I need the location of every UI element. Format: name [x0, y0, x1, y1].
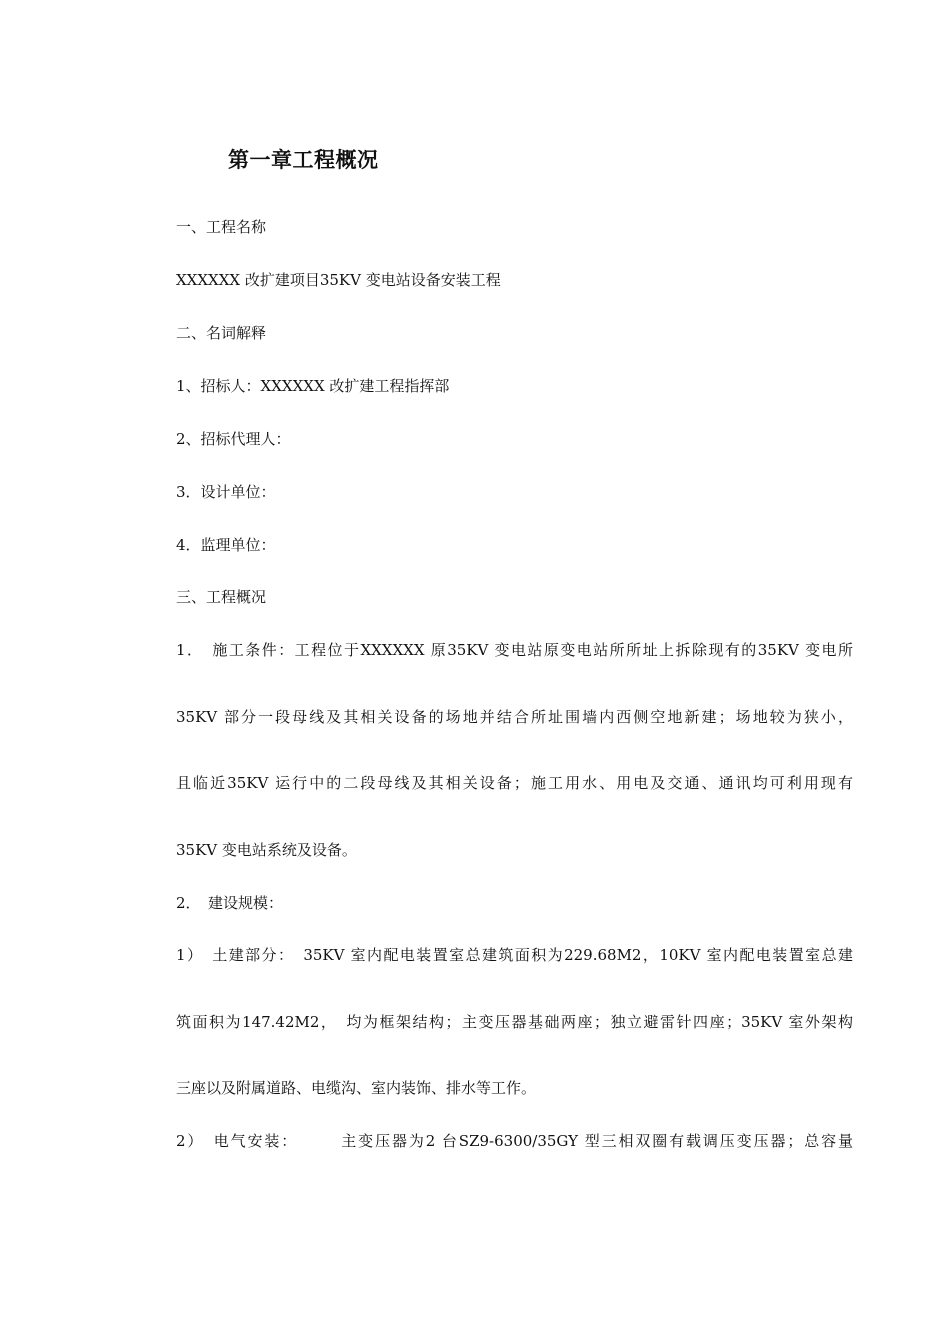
paragraph-line: 35KV 变电站系统及设备。: [176, 841, 357, 859]
chapter-title: 第一章工程概况: [228, 148, 379, 172]
term-tender-agent: 2、招标代理人：: [176, 430, 291, 448]
paragraph-line: 且临近35KV 运行中的二段母线及其相关设备；施工用水、用电及交通、通讯均可利用现有: [176, 774, 853, 792]
section-heading-project-name: 一、工程名称: [176, 218, 267, 236]
term-design-unit: 3．设计单位：: [176, 483, 276, 501]
paragraph-line: 三座以及附属道路、电缆沟、室内装饰、排水等工作。: [176, 1079, 537, 1097]
term-supervision-unit: 4．监理单位：: [176, 536, 276, 554]
term-tenderer: 1、招标人：XXXXXX 改扩建工程指挥部: [176, 377, 450, 395]
section-heading-terms: 二、名词解释: [176, 324, 267, 342]
project-name-text: XXXXXX 改扩建项目35KV 变电站设备安装工程: [176, 271, 501, 289]
paragraph-line: 35KV 部分一段母线及其相关设备的场地并结合所址围墙内西侧空地新建；场地较为狭小，: [176, 708, 853, 726]
subsection-heading-scale: 2． 建设规模：: [176, 894, 284, 912]
paragraph-line: 1． 施工条件：工程位于XXXXXX 原35KV 变电站原变电站所所址上拆除现有的35KV 变电所: [176, 641, 853, 659]
paragraph-line: 1） 土建部分： 35KV 室内配电装置室总建筑面积为229.68M2，10KV 室内配电装置室总建: [176, 946, 853, 964]
section-heading-overview: 三、工程概况: [176, 588, 267, 606]
paragraph-line: 筑面积为147.42M2， 均为框架结构；主变压器基础两座；独立避雷针四座；35KV 室外架构: [176, 1013, 853, 1031]
paragraph-line: 2） 电气安装： 主变压器为2 台SZ9-6300/35GY 型三相双圈有载调压变压器；总容量: [176, 1132, 853, 1150]
